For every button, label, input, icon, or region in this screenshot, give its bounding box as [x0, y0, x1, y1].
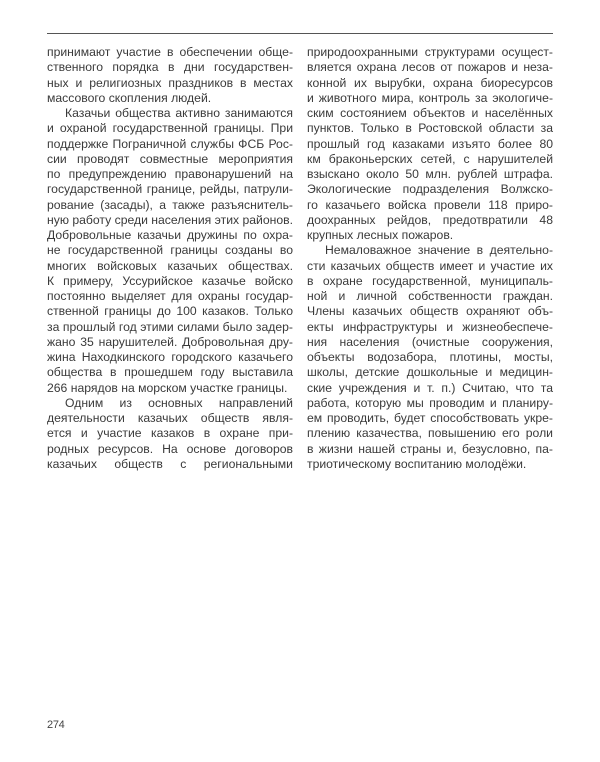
paragraph: [47, 45, 293, 106]
text-line: го казачьего войска провели 118 приро-: [307, 197, 553, 212]
text-line: триотическому воспитанию молодёжи.: [307, 456, 527, 471]
text-line: Казачьи общества активно занимаются: [65, 106, 293, 120]
text-line: казачьих обществ с региональными: [47, 456, 293, 471]
text-line: объекты водозабора, плотины, мосты,: [307, 350, 553, 364]
text-line: многих войсковых казачьих обществах.: [47, 258, 293, 273]
text-line: сии проводят совместные мероприятия: [47, 151, 293, 166]
text-line: в жизни нашей страны и, безусловно, па-: [307, 441, 553, 456]
text-column-left: [47, 45, 293, 472]
text-line: и охраной государственной границы. При: [47, 121, 293, 136]
text-line: ственной границы до 100 казаков. Только: [47, 304, 293, 319]
text-line: за прошлый год этими силами было задер-: [47, 319, 293, 334]
text-line: ские учреждения и т. п.) Считаю, что та: [307, 380, 553, 395]
text-line: пунктов. Только в Ростовской области за: [307, 121, 553, 136]
text-line: ственного порядка в дни государствен-: [47, 60, 293, 75]
text-line: Члены казачьих обществ охраняют объ-: [307, 304, 553, 319]
text-line: крупных лесных пожаров.: [307, 228, 454, 242]
text-line: Экологические подразделения Волжско-: [307, 182, 553, 197]
text-line: Добровольные казачьи дружины по охра-: [47, 228, 293, 242]
paragraph: [307, 243, 553, 472]
text-line: и животного мира, контроль за экологиче-: [307, 90, 553, 105]
paragraph: [47, 106, 293, 396]
text-line: екты инфраструктуры и жизнеобеспече-: [307, 319, 553, 334]
page-number: 274: [47, 719, 65, 731]
text-line: школы, детские дошкольные и медицин-: [307, 365, 553, 380]
text-line: доохранных рейдов, предотвратили 48: [307, 212, 553, 227]
paragraph: [47, 396, 293, 472]
text-line: Немаловажное значение в деятельно-: [325, 243, 553, 258]
text-line: жано 35 нарушителей. Добровольная дру-: [47, 334, 293, 349]
text-line: вляется охрана лесов от пожаров и неза-: [307, 60, 553, 75]
text-line: сти казачьих обществ имеет и участие их: [307, 258, 553, 273]
text-line: деятельности казачьих обществ явля-: [47, 411, 293, 425]
paragraph: [307, 45, 553, 243]
text-column-right: [307, 45, 553, 472]
text-line: принимают участие в обеспечении обще-: [47, 45, 293, 59]
text-line: массового скопления людей.: [47, 90, 212, 105]
text-line: прошлый год казаками изъято более 80: [307, 136, 553, 151]
text-line: поддержке Пограничной службы ФСБ Рос-: [47, 136, 293, 151]
text-line: общества в прошедшем году выставила: [47, 365, 293, 380]
text-line: ной и личной собственности граждан.: [307, 289, 553, 303]
text-line: в охране государственной, муниципаль-: [307, 273, 553, 288]
text-line: ную работу среди населения этих районов.: [47, 212, 294, 227]
text-line: работа, которую мы проводим и планиру-: [307, 395, 553, 410]
text-line: ется и участие казаков в охране при-: [47, 426, 293, 441]
text-line: конной их вырубки, охрана биоресурсов: [307, 75, 553, 90]
text-line: природоохранными структурами осущест-: [307, 45, 553, 59]
text-line: взыскано около 50 млн. рублей штрафа.: [307, 167, 553, 181]
text-line: ния населения (очистные сооружения,: [307, 334, 553, 349]
text-line: постоянно выделяет для охраны государ-: [47, 289, 293, 303]
text-line: рование (засады), а также разъяснитель-: [47, 197, 293, 212]
text-line: ем проводить, будет способствовать укре-: [307, 411, 553, 425]
text-line: не государственной границы созданы во: [47, 243, 293, 258]
text-line: км браконьерских сетей, с нарушителей: [307, 151, 553, 166]
header-rule: [47, 33, 553, 34]
text-line: родных ресурсов. На основе договоров: [47, 441, 293, 456]
text-line: ных и религиозных праздников в местах: [47, 75, 293, 90]
text-line: плению казачества, повышению его роли: [307, 426, 553, 441]
text-line: государственной границе, рейды, патрули-: [47, 182, 293, 197]
text-line: ским состоянием объектов и населённых: [307, 106, 553, 120]
text-line: по предупреждению правонарушений на: [47, 167, 293, 181]
text-line: Одним из основных направлений: [65, 395, 293, 410]
text-line: жина Находкинского городского казачьего: [47, 350, 293, 364]
text-line: К примеру, Уссурийское казачье войско: [47, 273, 293, 288]
text-line: 266 нарядов на морском участке границы.: [47, 380, 288, 395]
